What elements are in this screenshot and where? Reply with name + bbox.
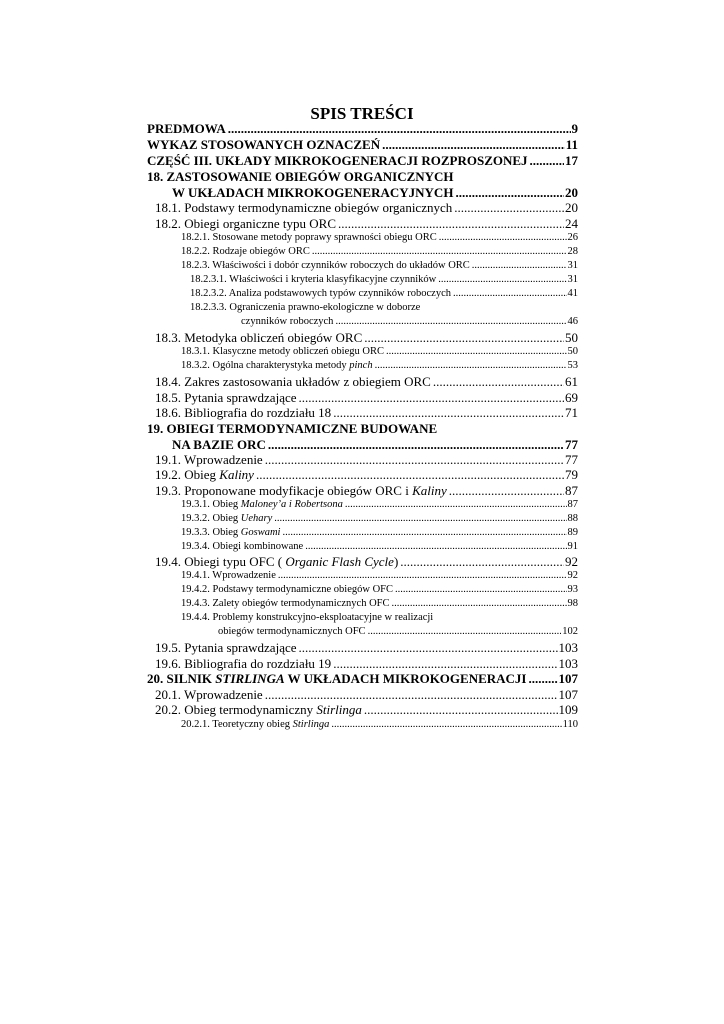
toc-entry-text: 18. ZASTOSOWANIE OBIEGÓW ORGANICZNYCH	[147, 169, 454, 184]
toc-entry-italic-text: Kaliny	[412, 483, 447, 498]
toc-entry-text: 19. OBIEGI TERMODYNAMICZNE BUDOWANE	[147, 421, 438, 436]
dot-leader	[278, 569, 567, 582]
toc-entry-label	[155, 216, 336, 231]
toc-page-number: 110	[562, 719, 578, 730]
toc-page-number: 24	[565, 216, 578, 231]
toc-entry-text: 19.3.2. Obieg	[181, 513, 239, 524]
toc-entry-text: 18.2.3. Właściwości i dobór czynników roboczych do układów ORC	[181, 260, 470, 271]
toc-entry-label	[147, 421, 437, 436]
toc-page-number: 71	[565, 405, 578, 420]
toc-entry-label	[155, 554, 398, 569]
dot-leader	[268, 437, 564, 452]
toc-entry-text: 19.3. Proponowane modyfikacje obiegów ORC i	[155, 483, 409, 498]
toc-entry-italic-text: Kaliny	[219, 467, 254, 482]
toc-entry-italic-text: STIRLINGA	[215, 671, 285, 686]
toc-page-number: 46	[567, 316, 578, 327]
toc-entry-label	[181, 583, 393, 596]
toc-entry-label	[181, 540, 303, 553]
dot-leader	[228, 121, 571, 136]
toc-entry-label	[147, 153, 528, 168]
toc-entry-label	[181, 512, 272, 525]
toc-entry-label	[155, 687, 263, 702]
dot-leader	[345, 498, 567, 511]
toc-page-number: 31	[567, 274, 578, 285]
toc-entry	[147, 121, 578, 136]
toc-entry-text: 18.3.2. Ogólna charakterystyka metody	[181, 360, 347, 371]
toc-entry	[181, 569, 578, 582]
dot-leader	[438, 273, 566, 286]
dot-leader	[333, 405, 564, 420]
toc-page-number: 69	[565, 390, 578, 405]
toc-entry-label	[181, 359, 373, 372]
toc-entry	[155, 330, 578, 345]
dot-leader	[529, 671, 558, 686]
toc-entry-label	[155, 702, 362, 717]
dot-leader	[455, 185, 564, 200]
toc-entry-label	[147, 169, 454, 184]
dot-leader	[364, 330, 564, 345]
toc-entry-text: 19.4.4. Problemy konstrukcyjno-eksploatacyjne w realizacji	[181, 612, 434, 623]
dot-leader	[454, 200, 564, 215]
toc-entry-text: 18.2.3.3. Ograniczenia prawno-ekologiczne w doborze	[190, 302, 421, 313]
toc-entry	[155, 640, 578, 655]
toc-entry	[181, 498, 578, 511]
toc-entry-text: NA BAZIE ORC	[172, 437, 266, 452]
toc-page-number: 20	[565, 200, 578, 215]
toc-page-number: 28	[567, 246, 578, 257]
toc-entry-label	[190, 301, 420, 314]
toc-entry-text: 18.2.2. Rodzaje obiegów ORC	[181, 246, 310, 257]
toc-entry-label	[155, 640, 297, 655]
toc-entry	[190, 301, 420, 314]
toc-page-number: 77	[565, 437, 578, 452]
toc-entry	[218, 625, 578, 638]
toc-page-number: 109	[558, 702, 578, 717]
toc-page-number: 87	[567, 499, 578, 510]
toc-entry	[155, 687, 578, 702]
toc-page-number: 103	[558, 656, 578, 671]
toc-entry	[241, 315, 578, 328]
toc-entry-label	[181, 231, 437, 244]
toc-entry-suffix-text: W UKŁADACH MIKROKOGENERACJI	[284, 671, 527, 686]
toc-entry-label	[172, 437, 266, 452]
toc-page-number: 107	[558, 671, 578, 686]
dot-leader	[331, 718, 561, 731]
toc-page-number: 50	[565, 330, 578, 345]
toc-page-number: 41	[567, 288, 578, 299]
toc-entry-label	[155, 656, 331, 671]
toc-entry-italic-text: Organic Flash Cycle	[285, 554, 394, 569]
toc-entry	[155, 374, 578, 389]
toc-page-number: 107	[558, 687, 578, 702]
toc-entry-label	[181, 345, 384, 358]
toc-page-number: 92	[565, 554, 578, 569]
toc-entry-label	[190, 273, 436, 286]
toc-entry	[172, 185, 578, 200]
toc-entry-label	[155, 452, 263, 467]
toc-entry	[155, 702, 578, 717]
dot-leader	[433, 374, 564, 389]
dot-leader	[439, 231, 567, 244]
page-title: SPIS TREŚCI	[310, 104, 414, 123]
toc-entry-text: 18.2.3.1. Właściwości i kryteria klasyfikacyjne czynników	[190, 274, 437, 285]
dot-leader	[449, 483, 564, 498]
toc-page-number: 91	[567, 541, 578, 552]
toc-entry-italic-text: Goswami	[240, 527, 281, 538]
toc-page-number: 26	[567, 232, 578, 243]
toc-entry-label	[147, 121, 226, 136]
toc-entry-text: czynników roboczych	[241, 316, 334, 327]
toc-entry-text: 19.1. Wprowadzenie	[155, 452, 263, 467]
dot-leader	[530, 153, 564, 168]
dot-leader	[312, 245, 567, 258]
toc-entry	[155, 656, 578, 671]
dot-leader	[368, 625, 562, 638]
toc-entry-label	[241, 315, 333, 328]
toc-entry-text: PREDMOWA	[147, 121, 226, 136]
toc-entry	[155, 216, 578, 231]
toc-entry-italic-text: Uehary	[240, 513, 273, 524]
toc-page-number: 103	[558, 640, 578, 655]
toc-page-number: 31	[567, 260, 578, 271]
toc-entry	[181, 583, 578, 596]
toc-entry-text: obiegów termodynamicznych OFC	[218, 626, 366, 637]
dot-leader	[265, 687, 558, 702]
toc-entry	[155, 483, 578, 498]
toc-entry-text: W UKŁADACH MIKROKOGENERACYJNYCH	[172, 185, 454, 200]
toc-entry-italic-text: Stirlinga	[316, 702, 362, 717]
toc-entry-label	[155, 483, 447, 498]
toc-entry-italic-text: Stirlinga	[292, 719, 330, 730]
toc-entry	[147, 169, 454, 184]
toc-entry	[147, 421, 437, 436]
toc-entry-italic-text: pinch	[349, 360, 373, 371]
toc-entry-label	[155, 405, 331, 420]
toc-page-number: 88	[567, 513, 578, 524]
toc-entry-text: 19.4.2. Podstawy termodynamiczne obiegów OFC	[181, 584, 394, 595]
toc-page-number: 9	[571, 121, 578, 136]
toc-entry	[155, 452, 578, 467]
dot-leader	[282, 526, 566, 539]
toc-entry-suffix-text: )	[393, 554, 399, 569]
toc-entry-text: 20.1. Wprowadzenie	[155, 687, 263, 702]
toc-entry-label	[147, 137, 380, 152]
dot-leader	[265, 452, 564, 467]
toc-entry	[181, 259, 578, 272]
toc-entry	[155, 200, 578, 215]
toc-entry	[181, 597, 578, 610]
dot-leader	[299, 390, 564, 405]
toc-entry	[155, 467, 578, 482]
toc-entry	[155, 405, 578, 420]
toc-entry	[181, 512, 578, 525]
toc-entry	[181, 231, 578, 244]
toc-entry-text: 18.6. Bibliografia do rozdziału 18	[155, 405, 332, 420]
toc-entry-text: 19.6. Bibliografia do rozdziału 19	[155, 656, 332, 671]
toc-page-number: 92	[567, 570, 578, 581]
toc-page-number: 87	[565, 483, 578, 498]
toc-entry-label	[181, 498, 343, 511]
toc-entry-text: 18.3.1. Klasyczne metody obliczeń obiegu ORC	[181, 346, 384, 357]
dot-leader	[472, 259, 567, 272]
toc-entry-label	[155, 390, 297, 405]
toc-entry-text: 18.2. Obiegi organiczne typu ORC	[155, 216, 337, 231]
dot-leader	[386, 345, 567, 358]
toc-entry-text: 19.3.3. Obieg	[181, 527, 239, 538]
toc-page-number: 98	[567, 598, 578, 609]
dot-leader	[375, 359, 567, 372]
toc-page-number: 50	[567, 346, 578, 357]
toc-entry-label	[181, 259, 470, 272]
toc-page-number: 11	[565, 137, 578, 152]
toc-entry	[181, 611, 433, 624]
toc-entry-text: 19.4.3. Zalety obiegów termodynamicznych OFC	[181, 598, 390, 609]
toc-entry	[181, 245, 578, 258]
toc-entry	[181, 718, 578, 731]
toc-entry-label	[155, 374, 431, 389]
toc-entry-text: 19.4. Obiegi typu OFC (	[155, 554, 283, 569]
dot-leader	[274, 512, 566, 525]
toc-entry-label	[155, 330, 362, 345]
toc-page-number: 17	[565, 153, 578, 168]
toc-entry-text: 20. SILNIK	[147, 671, 213, 686]
toc-entry-text: 18.2.1. Stosowane metody poprawy sprawności obiegu ORC	[181, 232, 437, 243]
toc-entry-text: 20.2. Obieg termodynamiczny	[155, 702, 314, 717]
dot-leader	[453, 287, 567, 300]
toc-entry-label	[181, 611, 433, 624]
toc-entry-label	[181, 597, 390, 610]
toc-entry	[181, 526, 578, 539]
toc-entry-label	[155, 200, 452, 215]
toc-entry	[181, 345, 578, 358]
toc-entry-label	[181, 718, 329, 731]
toc-entry-text: WYKAZ STOSOWANYCH OZNACZEŃ	[147, 137, 381, 152]
toc-entry	[155, 554, 578, 569]
toc-entry-italic-text: Maloney’a i Robertsona	[240, 499, 343, 510]
dot-leader	[335, 315, 566, 328]
toc-page-number: 89	[567, 527, 578, 538]
toc-entry	[155, 390, 578, 405]
toc-page-number: 61	[565, 374, 578, 389]
toc-entry-text: 18.4. Zakres zastosowania układów z obiegiem ORC	[155, 374, 431, 389]
toc-entry	[172, 437, 578, 452]
toc-entry-label	[181, 569, 276, 582]
toc-entry	[190, 273, 578, 286]
toc-entry-label	[147, 671, 527, 686]
toc-entry-text: 18.1. Podstawy termodynamiczne obiegów organicznych	[155, 200, 453, 215]
toc-entry	[147, 137, 578, 152]
toc-page-number: 77	[565, 452, 578, 467]
toc-entry-text: 19.5. Pytania sprawdzające	[155, 640, 297, 655]
toc-entry-label	[181, 526, 280, 539]
toc-page-number: 102	[562, 626, 578, 637]
toc-entry	[181, 540, 578, 553]
toc-entry-label	[155, 467, 254, 482]
toc-page-number: 20	[565, 185, 578, 200]
dot-leader	[400, 554, 564, 569]
toc-entry-text: 19.4.1. Wprowadzenie	[181, 570, 276, 581]
dot-leader	[364, 702, 558, 717]
toc-entry	[181, 359, 578, 372]
toc-entry-label	[181, 245, 310, 258]
dot-leader	[333, 656, 557, 671]
toc-entry-label	[218, 625, 366, 638]
dot-leader	[395, 583, 566, 596]
toc-entry	[147, 671, 578, 686]
toc-entry-text: 19.3.4. Obiegi kombinowane	[181, 541, 304, 552]
dot-leader	[338, 216, 564, 231]
dot-leader	[299, 640, 558, 655]
dot-leader	[382, 137, 565, 152]
toc-entry-text: 18.5. Pytania sprawdzające	[155, 390, 297, 405]
toc-entry-text: 18.2.3.2. Analiza podstawowych typów czynników roboczych	[190, 288, 451, 299]
toc-entry-text: 19.3.1. Obieg	[181, 499, 239, 510]
toc-page-number: 53	[567, 360, 578, 371]
toc-page-number: 93	[567, 584, 578, 595]
toc-entry	[147, 153, 578, 168]
toc-entry-label	[172, 185, 453, 200]
toc-entry-text: 18.3. Metodyka obliczeń obiegów ORC	[155, 330, 363, 345]
dot-leader	[305, 540, 566, 553]
dot-leader	[392, 597, 567, 610]
toc-entry-text: 20.2.1. Teoretyczny obieg	[181, 719, 290, 730]
toc-entry	[190, 287, 578, 300]
toc-entry-text: 19.2. Obieg	[155, 467, 217, 482]
toc-entry-text: CZĘŚĆ III. UKŁADY MIKROKOGENERACJI ROZPROSZONEJ	[147, 153, 528, 168]
toc-page-number: 79	[565, 467, 578, 482]
toc-entry-label	[190, 287, 451, 300]
dot-leader	[256, 467, 564, 482]
